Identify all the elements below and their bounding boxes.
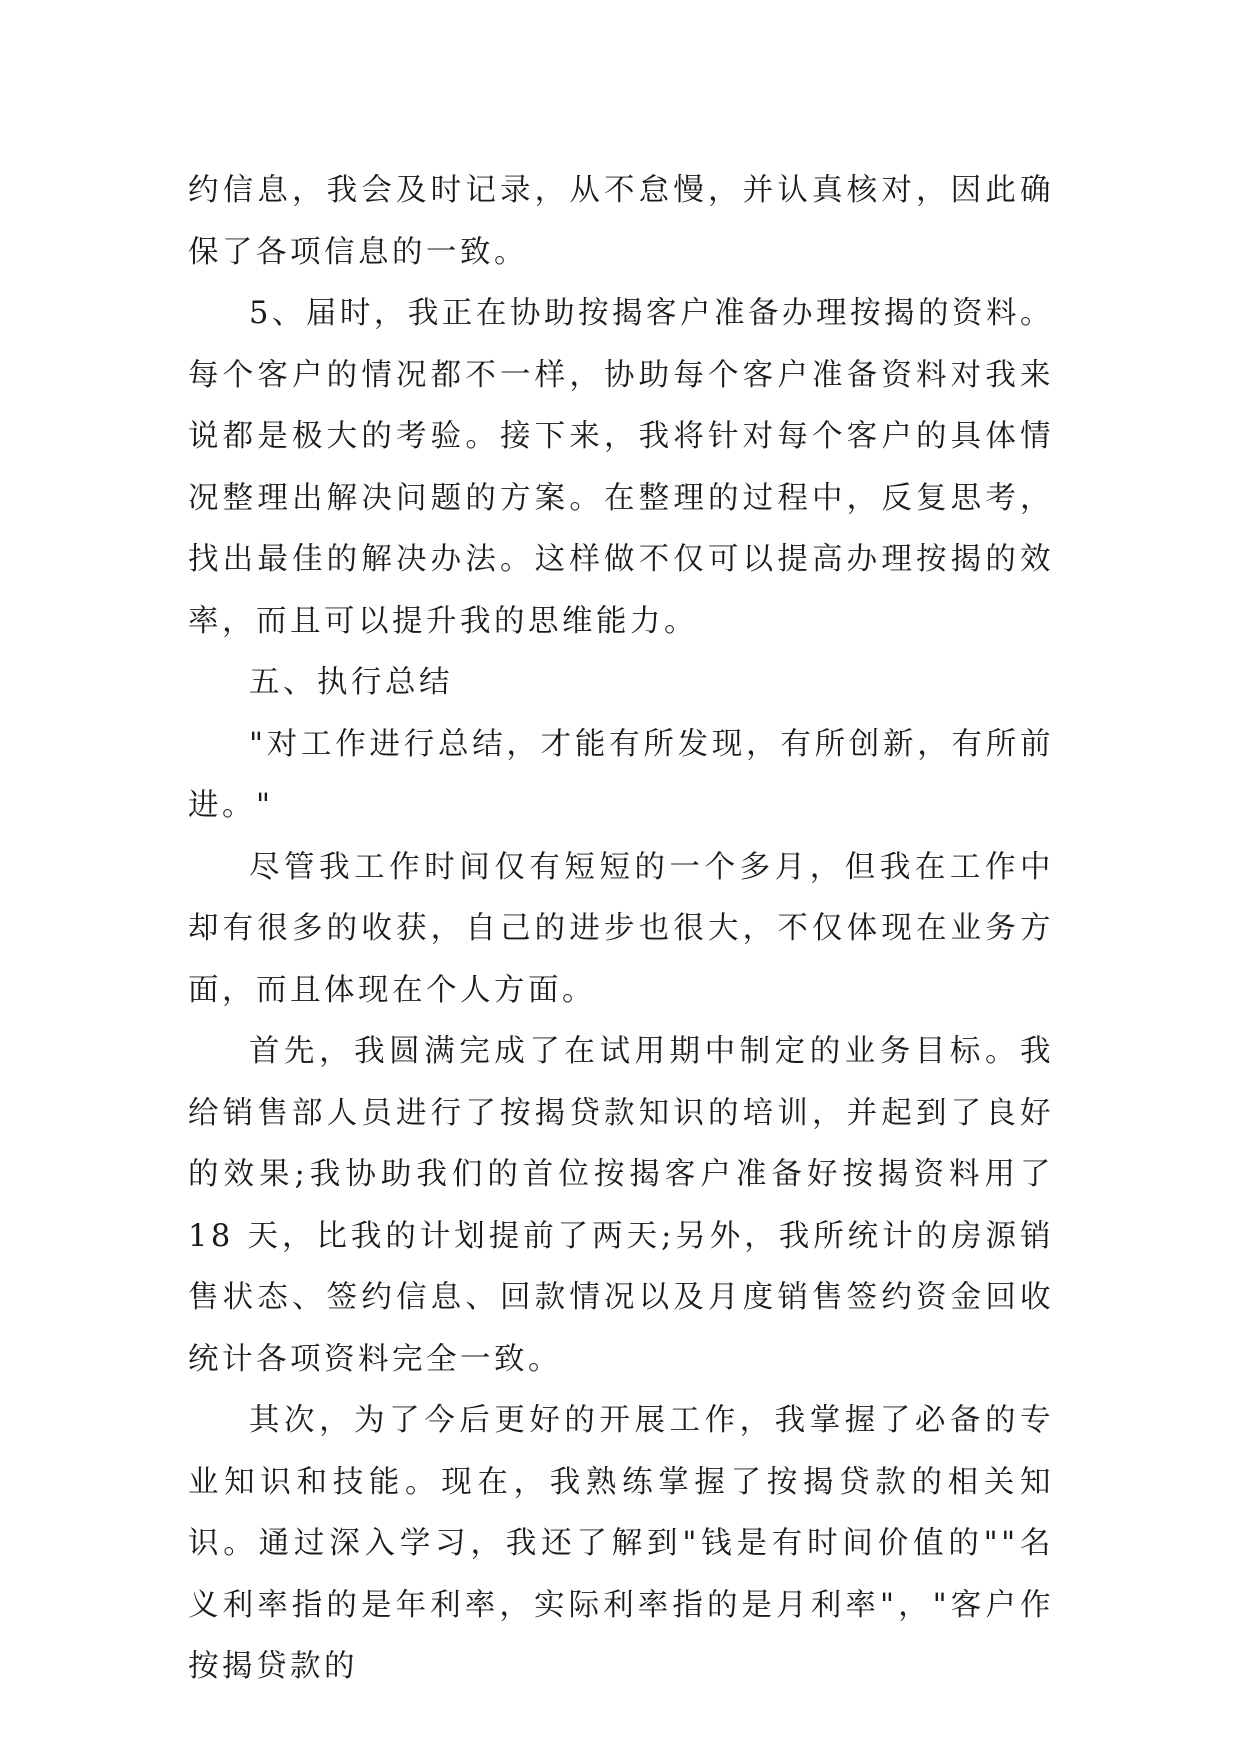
paragraph-item-5: 5、届时，我正在协助按揭客户准备办理按揭的资料。每个客户的情况都不一样，协助每个客户准备资料对我来说都是极大的考验。接下来，我将针对每个客户的具体情况整理出解决问题的方案。在整理的过程中，反复思考，找出最佳的解决办法。这样做不仅可以提高办理按揭的效率，而且可以提升我的思维能力。 (188, 296, 1054, 639)
document-body (188, 160, 1054, 1698)
paragraph-continuation: 约信息，我会及时记录，从不怠慢，并认真核对，因此确保了各项信息的一致。 (188, 173, 1054, 270)
paragraph-first: 首先，我圆满完成了在试用期中制定的业务目标。我给销售部人员进行了按揭贷款知识的培训，并起到了良好的效果;我协助我们的首位按揭客户准备好按揭资料用了 18 天，比我的计划提前了两天;另外，我所统计的房源销售状态、签约信息、回款情况以及月度销售签约资金回收统计各项资料完全一致。 (188, 1034, 1054, 1377)
section-heading: 五、执行总结 (249, 665, 453, 700)
paragraph-second: 其次，为了今后更好的开展工作，我掌握了必备的专业知识和技能。现在，我熟练掌握了按揭贷款的相关知识。通过深入学习，我还了解到"钱是有时间价值的""名义利率指的是年利率，实际利率指的是月利率"，"客户作按揭贷款的 (188, 1403, 1054, 1684)
paragraph-summary-intro: 尽管我工作时间仅有短短的一个多月，但我在工作中却有很多的收获，自己的进步也很大，不仅体现在业务方面，而且体现在个人方面。 (188, 849, 1054, 1008)
paragraph-quote: "对工作进行总结，才能有所发现，有所创新，有所前进。" (188, 726, 1054, 823)
